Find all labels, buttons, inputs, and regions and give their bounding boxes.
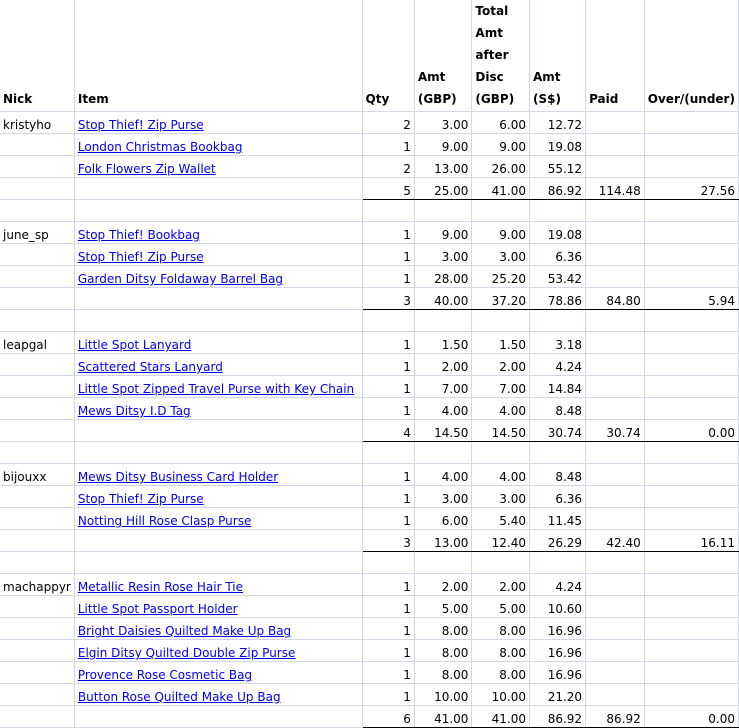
after-disc-cell[interactable]: 8.00 xyxy=(472,662,530,684)
after-disc-cell[interactable]: 3.00 xyxy=(472,486,530,508)
empty-cell[interactable] xyxy=(0,200,74,222)
amt-gbp-cell[interactable]: 28.00 xyxy=(414,266,472,288)
item-cell[interactable] xyxy=(74,706,362,728)
over-under-cell[interactable] xyxy=(644,156,738,178)
over-under-cell[interactable] xyxy=(644,618,738,640)
header-amt-gbp[interactable]: Amt (GBP) xyxy=(414,0,472,112)
after-disc-cell[interactable]: 4.00 xyxy=(472,398,530,420)
total-amt-sgd-cell[interactable]: 86.92 xyxy=(530,178,586,200)
nick-cell[interactable]: machappyr xyxy=(0,574,74,596)
over-under-cell[interactable] xyxy=(644,354,738,376)
amt-gbp-cell[interactable]: 3.00 xyxy=(414,486,472,508)
total-paid-cell[interactable]: 30.74 xyxy=(586,420,645,442)
empty-cell[interactable] xyxy=(362,552,414,574)
total-paid-cell[interactable]: 114.48 xyxy=(586,178,645,200)
empty-cell[interactable] xyxy=(74,552,362,574)
empty-cell[interactable] xyxy=(586,552,645,574)
nick-cell[interactable] xyxy=(0,530,74,552)
amt-sgd-cell[interactable]: 14.84 xyxy=(530,376,586,398)
table-row xyxy=(0,266,739,288)
paid-cell[interactable] xyxy=(586,376,645,398)
qty-cell[interactable]: 1 xyxy=(362,464,414,486)
total-amt-gbp-cell[interactable]: 40.00 xyxy=(414,288,472,310)
qty-cell[interactable]: 1 xyxy=(362,508,414,530)
item-link[interactable]: Elgin Ditsy Quilted Double Zip Purse xyxy=(77,646,296,660)
empty-cell[interactable] xyxy=(362,200,414,222)
empty-cell[interactable] xyxy=(74,442,362,464)
item-link[interactable]: Stop Thief! Zip Purse xyxy=(77,492,204,506)
nick-cell[interactable] xyxy=(0,508,74,530)
paid-cell[interactable] xyxy=(586,684,645,706)
amt-sgd-cell[interactable]: 12.72 xyxy=(530,112,586,134)
item-cell[interactable] xyxy=(74,222,362,244)
empty-cell[interactable] xyxy=(586,310,645,332)
empty-cell[interactable] xyxy=(414,552,472,574)
nick-cell[interactable] xyxy=(0,178,74,200)
after-disc-cell[interactable]: 5.40 xyxy=(472,508,530,530)
over-under-cell[interactable] xyxy=(644,222,738,244)
qty-cell[interactable]: 1 xyxy=(362,662,414,684)
empty-cell[interactable] xyxy=(530,200,586,222)
amt-gbp-cell[interactable]: 7.00 xyxy=(414,376,472,398)
item-cell[interactable] xyxy=(74,134,362,156)
over-under-cell[interactable] xyxy=(644,332,738,354)
item-link[interactable]: Stop Thief! Bookbag xyxy=(77,228,200,242)
item-cell[interactable] xyxy=(74,266,362,288)
amt-gbp-cell[interactable]: 5.00 xyxy=(414,596,472,618)
empty-cell[interactable] xyxy=(414,442,472,464)
nick-cell[interactable] xyxy=(0,662,74,684)
total-amt-gbp-cell[interactable]: 13.00 xyxy=(414,530,472,552)
item-cell[interactable] xyxy=(74,112,362,134)
qty-cell[interactable]: 1 xyxy=(362,574,414,596)
total-row xyxy=(0,420,739,442)
empty-cell[interactable] xyxy=(74,310,362,332)
nick-cell[interactable] xyxy=(0,244,74,266)
over-under-cell[interactable] xyxy=(644,684,738,706)
amt-gbp-cell[interactable]: 9.00 xyxy=(414,222,472,244)
item-link[interactable]: Button Rose Quilted Make Up Bag xyxy=(77,690,281,704)
nick-cell[interactable]: june_sp xyxy=(0,222,74,244)
empty-cell[interactable] xyxy=(472,442,530,464)
item-cell[interactable] xyxy=(74,530,362,552)
paid-cell[interactable] xyxy=(586,112,645,134)
amt-sgd-cell[interactable]: 6.36 xyxy=(530,244,586,266)
qty-cell[interactable]: 2 xyxy=(362,156,414,178)
over-under-cell[interactable] xyxy=(644,486,738,508)
item-link[interactable]: Folk Flowers Zip Wallet xyxy=(77,162,216,176)
item-cell[interactable] xyxy=(74,244,362,266)
item-cell[interactable] xyxy=(74,464,362,486)
over-under-cell[interactable] xyxy=(644,244,738,266)
paid-cell[interactable] xyxy=(586,574,645,596)
total-over-under-cell[interactable]: 16.11 xyxy=(644,530,738,552)
after-disc-cell[interactable]: 8.00 xyxy=(472,618,530,640)
empty-cell[interactable] xyxy=(586,442,645,464)
header-total-after-disc[interactable]: Total Amt after Disc (GBP) xyxy=(472,0,530,112)
item-link[interactable]: Bright Daisies Quilted Make Up Bag xyxy=(77,624,292,638)
item-link[interactable]: Mews Ditsy Business Card Holder xyxy=(77,470,279,484)
table-row xyxy=(0,618,739,640)
table-row xyxy=(0,398,739,420)
nick-cell[interactable] xyxy=(0,134,74,156)
over-under-cell[interactable] xyxy=(644,574,738,596)
total-after-disc-cell[interactable]: 41.00 xyxy=(472,178,530,200)
amt-sgd-cell[interactable]: 16.96 xyxy=(530,662,586,684)
amt-sgd-cell[interactable]: 11.45 xyxy=(530,508,586,530)
table-row xyxy=(0,376,739,398)
qty-cell[interactable]: 1 xyxy=(362,376,414,398)
paid-cell[interactable] xyxy=(586,640,645,662)
nick-cell[interactable] xyxy=(0,288,74,310)
item-cell[interactable] xyxy=(74,640,362,662)
item-cell[interactable] xyxy=(74,178,362,200)
qty-cell[interactable]: 1 xyxy=(362,684,414,706)
nick-cell[interactable] xyxy=(0,376,74,398)
item-cell[interactable] xyxy=(74,376,362,398)
item-cell[interactable] xyxy=(74,684,362,706)
after-disc-cell[interactable]: 25.20 xyxy=(472,266,530,288)
qty-cell[interactable]: 1 xyxy=(362,354,414,376)
empty-cell[interactable] xyxy=(472,310,530,332)
over-under-cell[interactable] xyxy=(644,640,738,662)
nick-cell[interactable] xyxy=(0,266,74,288)
amt-sgd-cell[interactable]: 8.48 xyxy=(530,464,586,486)
total-after-disc-cell[interactable]: 14.50 xyxy=(472,420,530,442)
qty-cell[interactable]: 1 xyxy=(362,618,414,640)
paid-cell[interactable] xyxy=(586,134,645,156)
amt-sgd-cell[interactable]: 4.24 xyxy=(530,574,586,596)
amt-sgd-cell[interactable]: 3.18 xyxy=(530,332,586,354)
amt-gbp-cell[interactable]: 6.00 xyxy=(414,508,472,530)
total-amt-sgd-cell[interactable]: 30.74 xyxy=(530,420,586,442)
total-row xyxy=(0,530,739,552)
blank-row xyxy=(0,200,739,222)
item-link[interactable]: Notting Hill Rose Clasp Purse xyxy=(77,514,252,528)
after-disc-cell[interactable]: 3.00 xyxy=(472,244,530,266)
nick-cell[interactable] xyxy=(0,684,74,706)
paid-cell[interactable] xyxy=(586,662,645,684)
nick-cell[interactable] xyxy=(0,596,74,618)
nick-cell[interactable] xyxy=(0,398,74,420)
empty-cell[interactable] xyxy=(472,552,530,574)
after-disc-cell[interactable]: 6.00 xyxy=(472,112,530,134)
qty-cell[interactable]: 1 xyxy=(362,486,414,508)
total-over-under-cell[interactable]: 0.00 xyxy=(644,420,738,442)
total-after-disc-cell[interactable]: 12.40 xyxy=(472,530,530,552)
over-under-cell[interactable] xyxy=(644,508,738,530)
amt-sgd-cell[interactable]: 21.20 xyxy=(530,684,586,706)
over-under-cell[interactable] xyxy=(644,596,738,618)
item-link[interactable]: Stop Thief! Zip Purse xyxy=(77,250,204,264)
item-link[interactable]: Metallic Resin Rose Hair Tie xyxy=(77,580,243,594)
item-link[interactable]: London Christmas Bookbag xyxy=(77,140,243,154)
amt-gbp-cell[interactable]: 3.00 xyxy=(414,244,472,266)
header-paid[interactable]: Paid xyxy=(586,0,645,112)
empty-cell[interactable] xyxy=(586,200,645,222)
header-qty[interactable]: Qty xyxy=(362,0,414,112)
qty-cell[interactable]: 1 xyxy=(362,222,414,244)
amt-sgd-cell[interactable]: 4.24 xyxy=(530,354,586,376)
empty-cell[interactable] xyxy=(414,310,472,332)
header-item[interactable]: Item xyxy=(74,0,362,112)
table-row xyxy=(0,486,739,508)
item-link[interactable]: Little Spot Lanyard xyxy=(77,338,192,352)
total-amt-sgd-cell[interactable]: 86.92 xyxy=(530,706,586,728)
item-link[interactable]: Garden Ditsy Foldaway Barrel Bag xyxy=(77,272,284,286)
table-row xyxy=(0,508,739,530)
empty-cell[interactable] xyxy=(472,200,530,222)
amt-sgd-cell[interactable]: 19.08 xyxy=(530,222,586,244)
table-row xyxy=(0,332,739,354)
empty-cell[interactable] xyxy=(0,552,74,574)
amt-sgd-cell[interactable]: 55.12 xyxy=(530,156,586,178)
total-qty-cell[interactable]: 6 xyxy=(362,706,414,728)
item-cell[interactable] xyxy=(74,662,362,684)
total-paid-cell[interactable]: 42.40 xyxy=(586,530,645,552)
table-row xyxy=(0,574,739,596)
amt-gbp-cell[interactable]: 4.00 xyxy=(414,464,472,486)
amt-gbp-cell[interactable]: 1.50 xyxy=(414,332,472,354)
table-row xyxy=(0,222,739,244)
total-amt-sgd-cell[interactable]: 78.86 xyxy=(530,288,586,310)
empty-cell[interactable] xyxy=(530,552,586,574)
after-disc-cell[interactable]: 26.00 xyxy=(472,156,530,178)
blank-row xyxy=(0,310,739,332)
qty-cell[interactable]: 2 xyxy=(362,112,414,134)
table-row xyxy=(0,112,739,134)
item-cell[interactable] xyxy=(74,332,362,354)
item-cell[interactable] xyxy=(74,398,362,420)
empty-cell[interactable] xyxy=(644,310,738,332)
nick-cell[interactable] xyxy=(0,640,74,662)
paid-cell[interactable] xyxy=(586,464,645,486)
amt-sgd-cell[interactable]: 16.96 xyxy=(530,618,586,640)
table-row xyxy=(0,354,739,376)
item-cell[interactable] xyxy=(74,486,362,508)
table-row xyxy=(0,640,739,662)
paid-cell[interactable] xyxy=(586,508,645,530)
total-qty-cell[interactable]: 3 xyxy=(362,288,414,310)
amt-sgd-cell[interactable]: 6.36 xyxy=(530,486,586,508)
total-over-under-cell[interactable]: 0.00 xyxy=(644,706,738,728)
table-row xyxy=(0,156,739,178)
over-under-cell[interactable] xyxy=(644,376,738,398)
empty-cell[interactable] xyxy=(414,200,472,222)
item-cell[interactable] xyxy=(74,420,362,442)
table-row xyxy=(0,244,739,266)
paid-cell[interactable] xyxy=(586,332,645,354)
item-cell[interactable] xyxy=(74,354,362,376)
blank-row xyxy=(0,442,739,464)
qty-cell[interactable]: 1 xyxy=(362,134,414,156)
after-disc-cell[interactable]: 9.00 xyxy=(472,134,530,156)
amt-gbp-cell[interactable]: 13.00 xyxy=(414,156,472,178)
nick-cell[interactable] xyxy=(0,420,74,442)
paid-cell[interactable] xyxy=(586,244,645,266)
total-row xyxy=(0,288,739,310)
item-link[interactable]: Little Spot Zipped Travel Purse with Key Chain xyxy=(77,382,355,396)
total-row xyxy=(0,706,739,728)
amt-gbp-cell[interactable]: 4.00 xyxy=(414,398,472,420)
paid-cell[interactable] xyxy=(586,354,645,376)
total-amt-sgd-cell[interactable]: 26.29 xyxy=(530,530,586,552)
empty-cell[interactable] xyxy=(644,442,738,464)
total-amt-gbp-cell[interactable]: 14.50 xyxy=(414,420,472,442)
table-row xyxy=(0,596,739,618)
header-amt-sgd[interactable]: Amt (S$) xyxy=(530,0,586,112)
amt-gbp-cell[interactable]: 2.00 xyxy=(414,574,472,596)
item-cell[interactable] xyxy=(74,508,362,530)
over-under-cell[interactable] xyxy=(644,662,738,684)
header-over-under[interactable]: Over/(under) xyxy=(644,0,738,112)
total-qty-cell[interactable]: 5 xyxy=(362,178,414,200)
table-row xyxy=(0,134,739,156)
paid-cell[interactable] xyxy=(586,156,645,178)
table-row xyxy=(0,464,739,486)
after-disc-cell[interactable]: 2.00 xyxy=(472,354,530,376)
paid-cell[interactable] xyxy=(586,398,645,420)
item-link[interactable]: Little Spot Passport Holder xyxy=(77,602,238,616)
over-under-cell[interactable] xyxy=(644,134,738,156)
over-under-cell[interactable] xyxy=(644,112,738,134)
total-amt-gbp-cell[interactable]: 41.00 xyxy=(414,706,472,728)
item-cell[interactable] xyxy=(74,618,362,640)
total-qty-cell[interactable]: 4 xyxy=(362,420,414,442)
after-disc-cell[interactable]: 7.00 xyxy=(472,376,530,398)
amt-sgd-cell[interactable]: 8.48 xyxy=(530,398,586,420)
item-cell[interactable] xyxy=(74,574,362,596)
item-cell[interactable] xyxy=(74,596,362,618)
qty-cell[interactable]: 1 xyxy=(362,640,414,662)
table-row xyxy=(0,662,739,684)
amt-sgd-cell[interactable]: 19.08 xyxy=(530,134,586,156)
total-after-disc-cell[interactable]: 41.00 xyxy=(472,706,530,728)
empty-cell[interactable] xyxy=(74,200,362,222)
paid-cell[interactable] xyxy=(586,222,645,244)
total-over-under-cell[interactable]: 5.94 xyxy=(644,288,738,310)
table-row xyxy=(0,684,739,706)
header-row xyxy=(0,0,739,112)
blank-row xyxy=(0,552,739,574)
after-disc-cell[interactable]: 10.00 xyxy=(472,684,530,706)
paid-cell[interactable] xyxy=(586,486,645,508)
nick-cell[interactable] xyxy=(0,354,74,376)
amt-gbp-cell[interactable]: 8.00 xyxy=(414,640,472,662)
after-disc-cell[interactable]: 9.00 xyxy=(472,222,530,244)
total-paid-cell[interactable]: 84.80 xyxy=(586,288,645,310)
qty-cell[interactable]: 1 xyxy=(362,266,414,288)
nick-cell[interactable] xyxy=(0,156,74,178)
amt-gbp-cell[interactable]: 8.00 xyxy=(414,618,472,640)
nick-cell[interactable] xyxy=(0,486,74,508)
paid-cell[interactable] xyxy=(586,266,645,288)
paid-cell[interactable] xyxy=(586,618,645,640)
item-cell[interactable] xyxy=(74,288,362,310)
item-link[interactable]: Provence Rose Cosmetic Bag xyxy=(77,668,253,682)
total-qty-cell[interactable]: 3 xyxy=(362,530,414,552)
empty-cell[interactable] xyxy=(644,200,738,222)
amt-sgd-cell[interactable]: 16.96 xyxy=(530,640,586,662)
nick-cell[interactable]: kristyho xyxy=(0,112,74,134)
qty-cell[interactable]: 1 xyxy=(362,244,414,266)
nick-cell[interactable] xyxy=(0,706,74,728)
over-under-cell[interactable] xyxy=(644,266,738,288)
amt-gbp-cell[interactable]: 10.00 xyxy=(414,684,472,706)
item-cell[interactable] xyxy=(74,156,362,178)
paid-cell[interactable] xyxy=(586,596,645,618)
empty-cell[interactable] xyxy=(362,442,414,464)
amt-sgd-cell[interactable]: 53.42 xyxy=(530,266,586,288)
qty-cell[interactable]: 1 xyxy=(362,332,414,354)
empty-cell[interactable] xyxy=(0,310,74,332)
qty-cell[interactable]: 1 xyxy=(362,398,414,420)
empty-cell[interactable] xyxy=(0,442,74,464)
nick-cell[interactable]: bijouxx xyxy=(0,464,74,486)
qty-cell[interactable]: 1 xyxy=(362,596,414,618)
header-nick[interactable]: Nick xyxy=(0,0,74,112)
item-link[interactable]: Scattered Stars Lanyard xyxy=(77,360,223,374)
amt-gbp-cell[interactable]: 8.00 xyxy=(414,662,472,684)
nick-cell[interactable]: leapgal xyxy=(0,332,74,354)
after-disc-cell[interactable]: 1.50 xyxy=(472,332,530,354)
amt-sgd-cell[interactable]: 10.60 xyxy=(530,596,586,618)
amt-gbp-cell[interactable]: 3.00 xyxy=(414,112,472,134)
over-under-cell[interactable] xyxy=(644,398,738,420)
total-after-disc-cell[interactable]: 37.20 xyxy=(472,288,530,310)
total-amt-gbp-cell[interactable]: 25.00 xyxy=(414,178,472,200)
after-disc-cell[interactable]: 5.00 xyxy=(472,596,530,618)
after-disc-cell[interactable]: 4.00 xyxy=(472,464,530,486)
amt-gbp-cell[interactable]: 2.00 xyxy=(414,354,472,376)
after-disc-cell[interactable]: 8.00 xyxy=(472,640,530,662)
item-link[interactable]: Stop Thief! Zip Purse xyxy=(77,118,204,132)
over-under-cell[interactable] xyxy=(644,464,738,486)
total-row xyxy=(0,178,739,200)
empty-cell[interactable] xyxy=(530,310,586,332)
nick-cell[interactable] xyxy=(0,618,74,640)
total-paid-cell[interactable]: 86.92 xyxy=(586,706,645,728)
after-disc-cell[interactable]: 2.00 xyxy=(472,574,530,596)
total-over-under-cell[interactable]: 27.56 xyxy=(644,178,738,200)
empty-cell[interactable] xyxy=(644,552,738,574)
empty-cell[interactable] xyxy=(530,442,586,464)
amt-gbp-cell[interactable]: 9.00 xyxy=(414,134,472,156)
empty-cell[interactable] xyxy=(362,310,414,332)
item-link[interactable]: Mews Ditsy I.D Tag xyxy=(77,404,191,418)
